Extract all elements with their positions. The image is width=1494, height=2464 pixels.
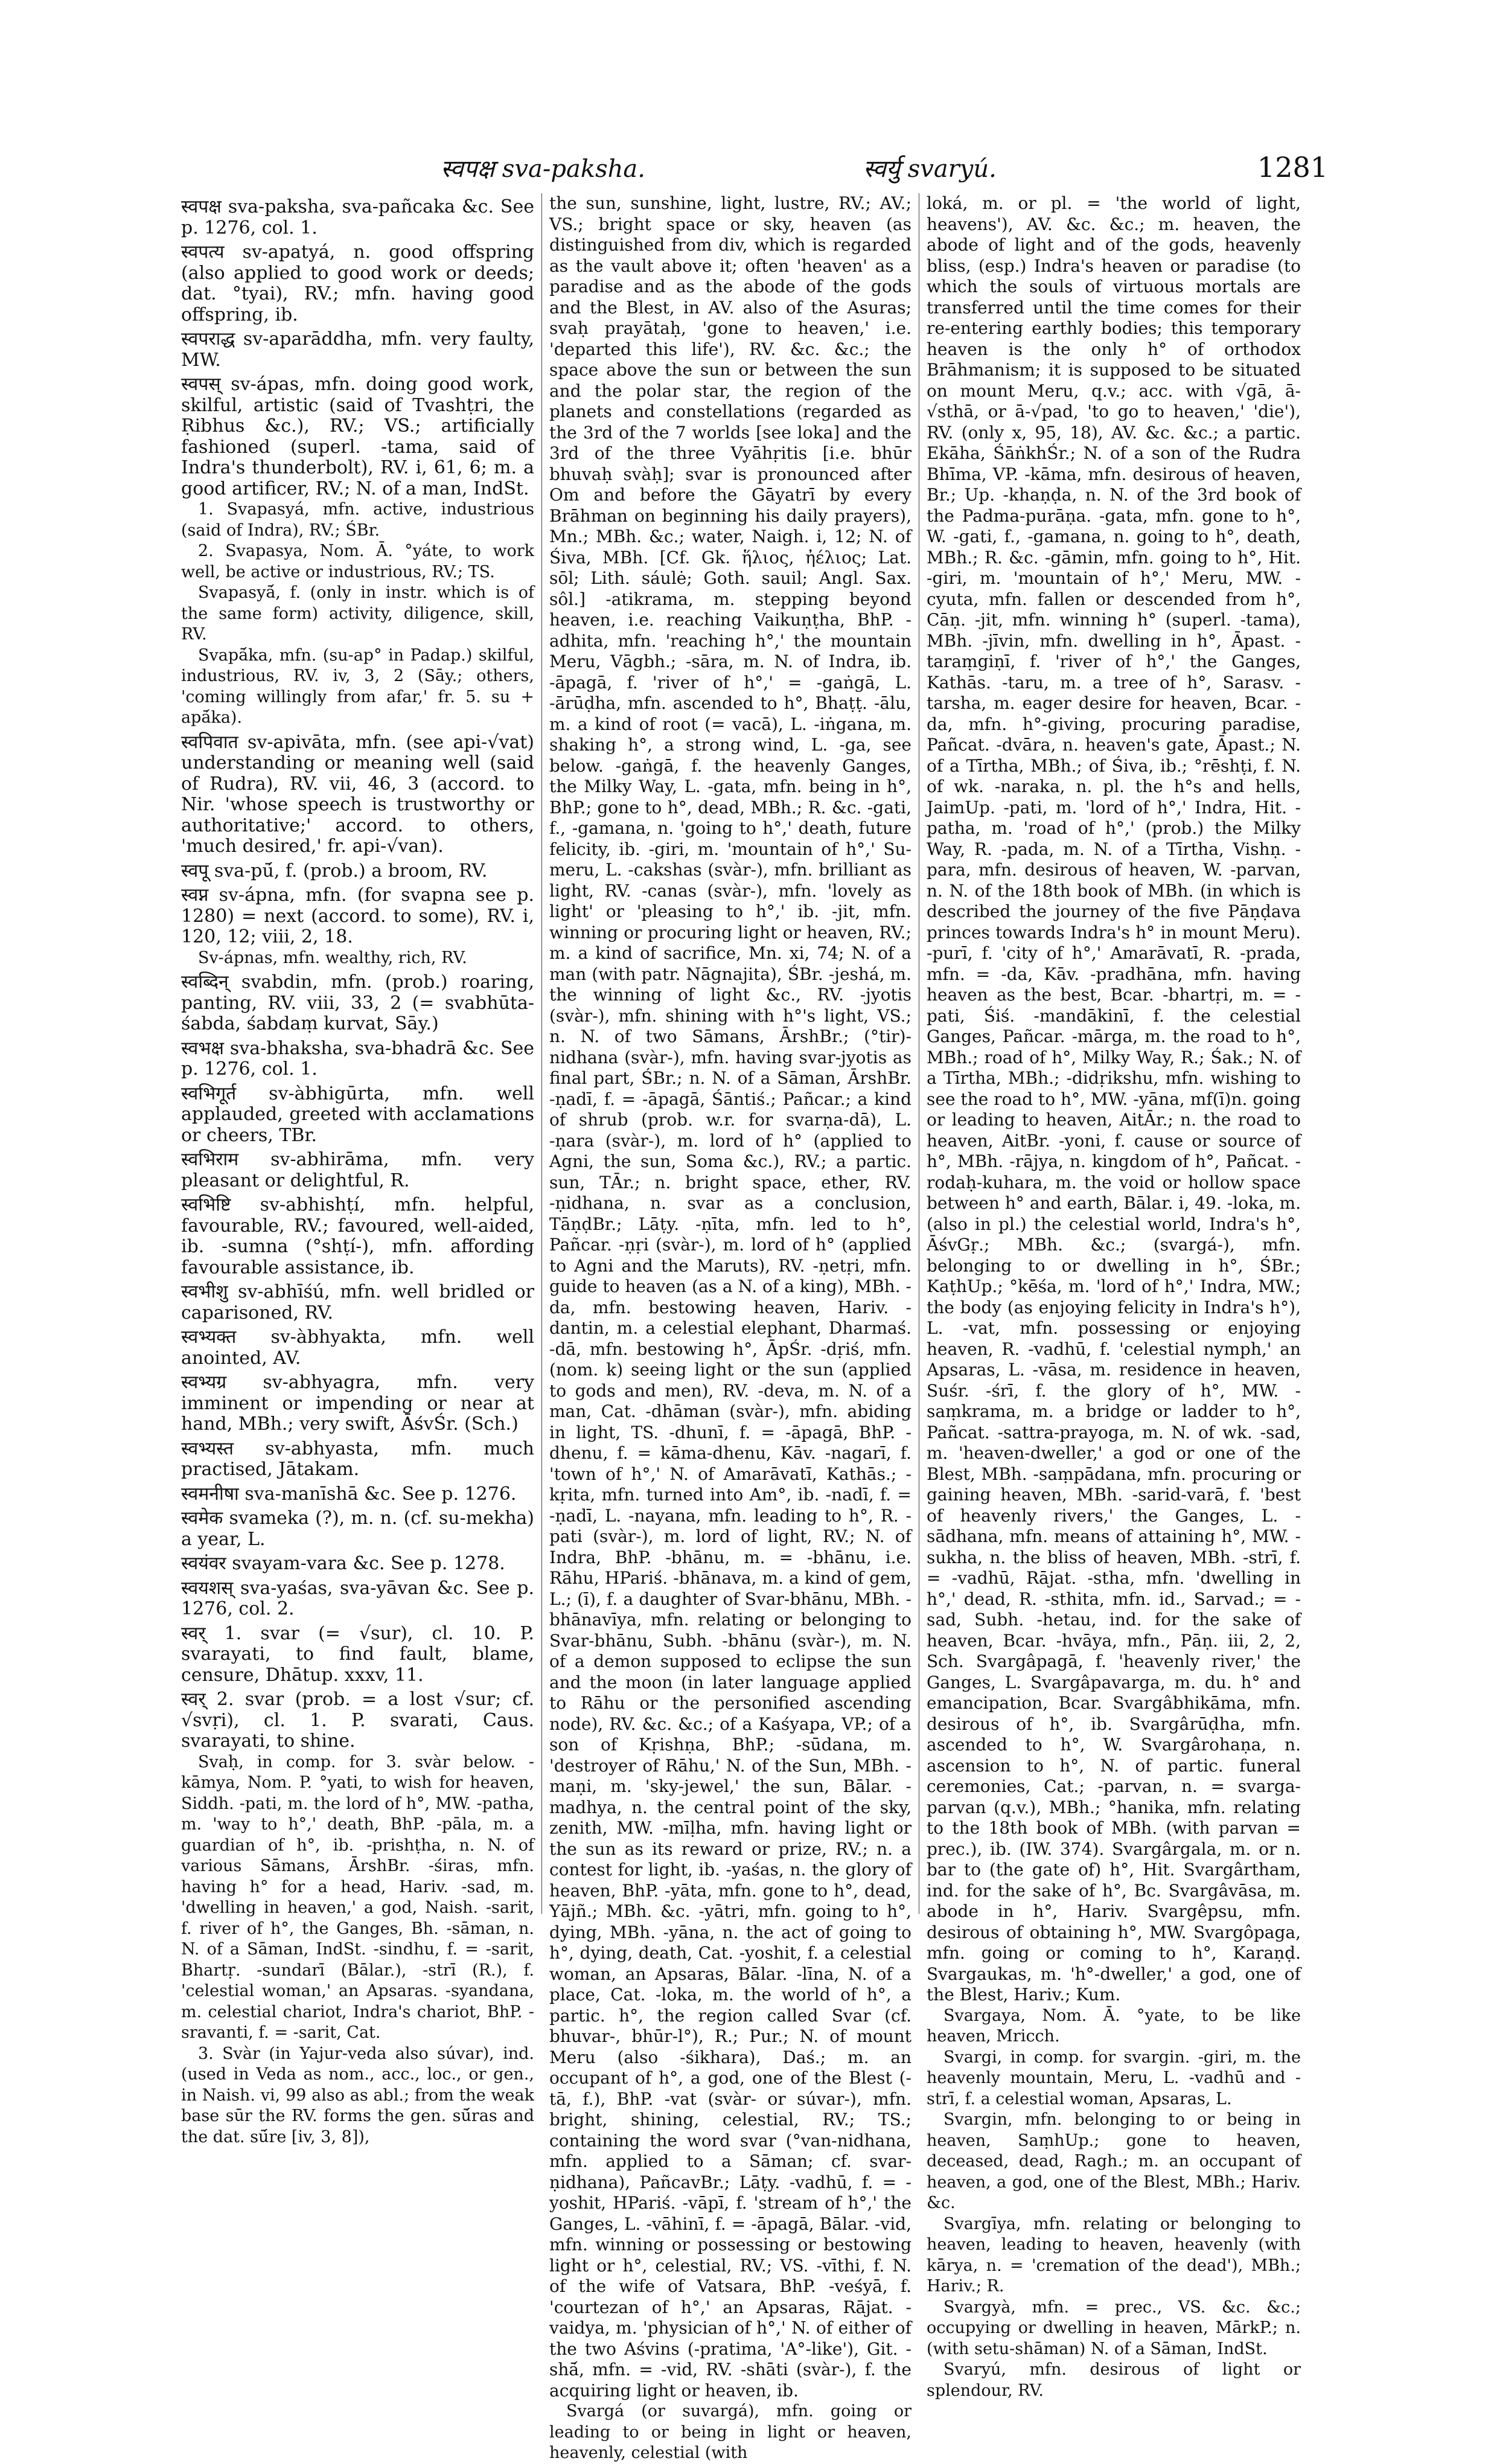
dictionary-entry: स्वभ्यक्त sv-àbhyakta, mfn. well anointed, AV. (181, 1326, 534, 1369)
dictionary-entry: स्वभिराम sv-abhirāma, mfn. very pleasant or delightful, R. (181, 1149, 534, 1191)
dictionary-entry: स्वभिगूर्त sv-àbhigūrta, mfn. well applauded, greeted with acclamations or cheers, TBr. (181, 1083, 534, 1146)
dictionary-entry: स्वभ्यग्र sv-abhyagra, mfn. very imminent or impending or near at hand, MBh.; very swift, ĀśvŚr. (Sch.) (181, 1372, 534, 1435)
dictionary-entry: स्वपत्य sv-apatyá, n. good offspring (also applied to good work or deeds; dat. °tyai), RV.; mfn. having good offspring, ib. (181, 242, 534, 325)
dictionary-entry: Svargīya, mfn. relating or belonging to heaven, leading to heaven, heavenly (with kārya, n. = 'cremation of the dead'), MBh.; Hariv.; R. (927, 2214, 1301, 2296)
dictionary-entry: स्वर् 1. svar (= √sur), cl. 10. P. svarayati, to find fault, blame, censure, Dhātup. xxxv, 11. (181, 1622, 534, 1686)
dictionary-entry: स्वयशस् sva-yaśas, sva-yāvan &c. See p. 1276, col. 2. (181, 1577, 534, 1619)
dictionary-entry: स्वयंवर svayam-vara &c. See p. 1278. (181, 1553, 505, 1574)
column-2 (549, 193, 911, 2464)
dictionary-entry: the sun, sunshine, light, lustre, RV.; AV.; VS.; bright space or sky, heaven (as distinguished from div, which is regarded as the vault above it; often 'heaven' as a paradise and as the abode of the gods and the Blest, in AV. also of the Asuras; svaḥ prayātaḥ, 'gone to heaven,' i.e. 'departed this life'), RV. &c. &c.; the space above the sun or between the sun and the polar star, the region of the planets and constellations (regarded as the 3rd of the 7 worlds [see loka] and the 3rd of the three Vyāhṛitis [i.e. bhūr bhuvaḥ svàḥ]; svar is pronounced after Om and before the Gāyatrī by every Brāhman on beginning his daily prayers), Mn.; MBh. &c.; water, Naigh. i, 12; N. of Śiva, MBh. [Cf. Gk. ἥλιος, ἠέλιος; Lat. sōl; Lith. sáulė; Goth. sauil; Angl. Sax. sôl.] -atikrama, m. stepping beyond heaven, i.e. reaching Vaikuṇṭha, BhP. -adhita, mfn. 'reaching h°,' the mountain Meru, Vāgbh.; -sāra, m. N. of Indra, ib. -āpagā, f. 'river of h°,' = -gaṅgā, L. -ārūḍha, mfn. ascended to h°, Bhaṭṭ. -ālu, m. a kind of root (= vacā), L. -iṅgana, m. shaking h°, a strong wind, L. -ga, see below. -gaṅgā, f. the heavenly Ganges, the Milky Way, L. -gata, mfn. being in h°, BhP.; gone to h°, dead, MBh.; R. &c. -gati, f., -gamana, n. 'going to h°,' death, future felicity, ib. -giri, m. 'mountain of h°,' Su-meru, L. -cakshas (svàr-), mfn. brilliant as light, RV. -canas (svàr-), mfn. 'lovely as light' or 'pleasing to h°,' ib. -jit, mfn. winning or procuring light or heaven, RV.; m. a kind of sacrifice, Mn. xi, 74; N. of a man (with patr. Nāgnajita), ŚBr. -jeshá, m. the winning of light &c., RV. -jyotis (svàr-), mfn. shining with h°'s light, VS.; n. N. of two Sāmans, ĀrshBr.; (°tir)-nidhana (svàr-), mfn. having svar-jyotis as final part, ŚBr.; n. N. of a Sāman, ĀrshBr. -ṇadī, f. = -āpagā, Śāntiś.; Pañcar.; a kind of shrub (prob. w.r. for svarṇa-dā), L. -ṇara (svàr-), m. lord of h° (applied to Agni, the sun, Soma &c.), RV.; a partic. sun, TĀr.; n. bright space, ether, RV. -ṇidhana, n. svar as a conclusion, TāṇḍBr.; Lāṭy. -ṇīta, mfn. led to h°, Pañcar. -ṇṛi (svàr-), m. lord of h° (applied to Agni and the Maruts), RV. -ṇetṛi, mfn. guide to heaven (as a N. of a king), MBh. -da, mfn. bestowing heaven, Hariv. -dantin, m. a celestial elephant, Dharmaś. -dā, mfn. bestowing h°, ĀpŚr. -dṛiś, mfn. (nom. k) seeing light or the sun (applied to gods and men), RV. -deva, m. N. of a man, Cat. -dhāman (svàr-), mfn. abiding in light, TS. -dhunī, f. = -āpagā, BhP. -dhenu, f. = kāma-dhenu, Kāv. -nagarī, f. 'town of h°,' N. of Amarāvatī, Kathās.; -kṛita, mfn. turned into Am°, ib. -nadī, f. = -ṇadī, L. -nayana, mfn. leading to h°, R. -pati (svàr-), m. lord of light, RV.; N. of Indra, BhP. -bhānu, m. = -bhānu, i.e. Rāhu, HPariś. -bhānava, m. a kind of gem, L.; (ī), f. a daughter of Svar-bhānu, MBh. -bhānavīya, mfn. relating or belonging to Svar-bhānu, Subh. -bhānu (svàr-), m. N. of a demon supposed to eclipse the sun and the moon (in later language applied to Rāhu or the personified ascending node), RV. &c. &c.; of a Kaśyapa, VP.; of a son of Kṛishṇa, BhP.; -sūdana, m. 'destroyer of Rāhu,' N. of the Sun, MBh. -maṇi, m. 'sky-jewel,' the sun, Bālar. -madhya, n. the central point of the sky, zenith, MW. -mīḷha, mfn. having light or the sun as its reward or prize, RV.; n. a contest for light, ib. -yaśas, n. the glory of heaven, BhP. -yāta, mfn. gone to h°, dead, Yājñ.; MBh. &c. -yātri, mfn. going to h°, dying, MBh. -yāna, n. the act of going to h°, dying, death, Cat. -yoshit, f. a celestial woman, an Apsaras, Bālar. -līna, N. of a place, Cat. -loka, m. the world of h°, a partic. h°, the region called Svar (cf. bhuvar-, bhūr-l°), R.; Pur.; N. of mount Meru (also -śikhara), Daś.; m. an occupant of h°, a god, one of the Blest (-tā, f.), BhP. -vat (svàr- or súvar-), mfn. bright, shining, celestial, RV.; TS.; containing the word svar (°van-nidhana, mfn. applied to a Sāman; cf. svar-ṇidhana), PañcavBr.; Lāṭy. -vadhū, f. = -yoshit, HPariś. -vāpī, f. 'stream of h°,' the Ganges, L. -vāhinī, f. = -āpagā, Bālar. -vid, mfn. winning or possessing or bestowing light or h°, celestial, RV.; VS. -vīthi, f. N. of the wife of Vatsara, BhP. -veśyā, f. 'courtezan of h°,' an Apsaras, Rājat. -vaidya, m. 'physician of h°,' N. of either of the two Aśvins (-pratima, 'A°-like'), Git. -shā́, mfn. = -vid, RV. -shāti (svàr-), f. the acquiring light or heaven, ib. (549, 193, 911, 2401)
dictionary-entry: Svaryú, mfn. desirous of light or splendour, RV. (927, 2360, 1301, 2400)
page-header (181, 151, 1328, 199)
dictionary-entry: स्वभ्यस्त sv-abhyasta, mfn. much practised, Jātakam. (181, 1438, 534, 1480)
dictionary-entry: स्वपक्ष sva-paksha, sva-pañcaka &c. See p. 1276, col. 1. (181, 196, 534, 238)
dictionary-entry: 3. Svàr (in Yajur-veda also súvar), ind. (used in Veda as nom., acc., loc., or gen., in Naish. vi, 99 also as abl.; from the weak base sūr the RV. forms the gen. sū́ras and the dat. sū́re [iv, 3, 8]), (181, 2044, 534, 2146)
dictionary-entry: Svargin, mfn. belonging to or being in heaven, SaṃhUp.; gone to heaven, deceased, dead, Ragh.; m. an occupant of heaven, a god, one of the Blest, MBh.; Hariv. &c. (927, 2110, 1301, 2212)
dictionary-entry: स्वपिवात sv-apivāta, mfn. (see api-√vat) understanding or meaning well (said of Rudra), RV. vii, 46, 3 (accord. to Nir. 'whose speech is trustworthy or authoritative;' accord. to others, 'much desired,' fr. api-√van). (181, 731, 534, 857)
dictionary-entry: स्वभक्ष sva-bhaksha, sva-bhadrā &c. See p. 1276, col. 1. (181, 1037, 534, 1080)
dictionary-entry: Svargi, in comp. for svargin. -giri, m. the heavenly mountain, Meru, L. -vadhū and -strī, f. a celestial woman, Apsaras, L. (927, 2047, 1301, 2108)
column-1 (181, 193, 534, 2148)
dictionary-entry: स्वपस् sv-ápas, mfn. doing good work, skilful, artistic (said of Tvashṭri, the Ṛibhus &c.), RV.; VS.; artificially fashioned (superl. -tama, said of Indra's thunderbolt), RV. i, 61, 6; m. a good artificer, RV.; N. of a man, IndSt. (181, 374, 534, 499)
column-divider (541, 193, 542, 1914)
page-number: 1281 (1257, 151, 1328, 184)
header-right-guideword: स्वर्यु svaryú. (863, 155, 997, 183)
dictionary-entry: स्वब्दिन् svabdin, mfn. (prob.) roaring, panting, RV. viii, 33, 2 (= svabhūta-śabda, śabdaṃ kurvat, Sāy.) (181, 971, 534, 1034)
dictionary-entry: स्वर् 2. svar (prob. = a lost √sur; cf. √svṛi), cl. 1. P. svarati, Caus. svarayati, to shine. (181, 1689, 534, 1752)
dictionary-entry: Svaḥ, in comp. for 3. svàr below. -kāmya, Nom. P. °yati, to wish for heaven, Siddh. -pati, m. the lord of h°, MW. -patha, m. 'way to h°,' death, BhP. -pāla, m. a guardian of h°, ib. -prishṭha, n. N. of various Sāmans, ĀrshBr. -śiras, mfn. having h° for a head, Hariv. -sad, m. 'dwelling in heaven,' a god, Naish. -sarit, f. river of h°, the Ganges, Bh. -sāman, n. N. of a Sāman, IndSt. -sindhu, f. = -sarit, Bhartṛ. -sundarī (Bālar.), -strī (R.), f. 'celestial woman,' an Apsaras. -syandana, m. celestial chariot, Indra's chariot, BhP. -sravanti, f. = -sarit, Cat. (181, 1752, 534, 2042)
dictionary-entry: स्वप्न sv-ápna, mfn. (for svapna see p. 1280) = next (accord. to some), RV. i, 120, 12; viii, 2, 18. (181, 885, 534, 947)
dictionary-entry: स्वमनीषा sva-manīshā &c. See p. 1276. (181, 1483, 517, 1505)
dictionary-entry: Svargaya, Nom. Ā. °yate, to be like heaven, Mricch. (927, 2006, 1301, 2046)
dictionary-entry: 2. Svapasya, Nom. Ā. °yáte, to work well, be active or industrious, RV.; TS. (181, 542, 534, 581)
dictionary-entry: Svargyà, mfn. = prec., VS. &c. &c.; occupying or dwelling in heaven, MārkP.; n. (with setu-shāman) N. of a Sāman, IndSt. (927, 2297, 1301, 2358)
dictionary-entry: Sv-ápnas, mfn. wealthy, rich, RV. (198, 948, 467, 967)
dictionary-entry: स्वपराद्ध sv-aparāddha, mfn. very faulty, MW. (181, 328, 534, 371)
dictionary-entry: Svargá (or suvargá), mfn. going or leading to or being in light or heaven, heavenly, celestial (with (549, 2402, 911, 2462)
dictionary-entry: स्वमेक svameka (?), m. n. (cf. su-mekha) a year, L. (181, 1508, 534, 1550)
dictionary-entry: 1. Svapasyá, mfn. active, industrious (said of Indra), RV.; ŚBr. (181, 500, 534, 540)
column-3 (927, 193, 1301, 2401)
dictionary-entry: स्वपू sva-pū́, f. (prob.) a broom, RV. (181, 860, 488, 882)
dictionary-entry: loká, m. or pl. = 'the world of light, heavens'), AV. &c. &c.; m. heaven, the abode of light and of the gods, heavenly bliss, (esp.) Indra's heaven or paradise (to which the souls of virtuous mortals are transferred until the time comes for their re-entering earthly bodies; this temporary heaven is the only h° of orthodox Brāhmanism; it is supposed to be situated on mount Meru, q.v.; acc. with √gā, ā-√sthā, or ā-√pad, 'to go to heaven,' 'die'), RV. (only x, 95, 18), AV. &c. &c.; a partic. Ekāha, ŚāṅkhŚr.; N. of a son of the Rudra Bhīma, VP. -kāma, mfn. desirous of heaven, Br.; Up. -khaṇḍa, n. N. of the 3rd book of the Padma-purāṇa. -gata, mfn. gone to h°, W. -gati, f., -gamana, n. going to h°, death, MBh.; R. &c. -gāmin, mfn. going to h°, Hit. -giri, m. 'mountain of h°,' Meru, MW. -cyuta, mfn. fallen or descended from h°, Cāṇ. -jit, mfn. winning h° (superl. -tama), MBh. -jīvin, mfn. dwelling in h°, Āpast. -taraṃgiṇī, f. 'river of h°,' the Ganges, Kathās. -taru, m. a tree of h°, Sarasv. -tarsha, m. eager desire for heaven, Bcar. -da, mfn. h°-giving, procuring paradise, Pañcat. -dvāra, n. heaven's gate, Āpast.; N. of a Tīrtha, MBh.; of Śiva, ib.; °rēshṭi, f. N. of wk. -naraka, n. pl. the h°s and hells, JaimUp. -pati, m. 'lord of h°,' Indra, Hit. -patha, m. 'road of h°,' (prob.) the Milky Way, R. -pada, m. N. of a Tīrtha, Vishṇ. -para, mfn. desirous of heaven, W. -parvan, n. N. of the 18th book of MBh. (in which is described the journey of the five Pāṇḍava princes towards Indra's h° in mount Meru). -purī, f. 'city of h°,' Amarāvatī, R. -prada, mfn. = -da, Kāv. -pradhāna, mfn. having heaven as the best, Bcar. -bhartṛi, m. = -pati, Śiś. -mandākinī, f. the celestial Ganges, Pañcar. -mārga, m. the road to h°, MBh.; road of h°, Milky Way, R.; Śak.; N. of a Tīrtha, MBh.; -didṛikshu, mfn. wishing to see the road to h°, MW. -yāna, mf(ī)n. going or leading to heaven, AitĀr.; n. the road to heaven, AitBr. -yoni, f. cause or source of h°, MBh. -rājya, n. kingdom of h°, Pañcat. -rodaḥ-kuhara, m. the void or hollow space between h° and earth, Bālar. i, 49. -loka, m. (also in pl.) the celestial world, Indra's h°, ĀśvGṛ.; MBh. &c.; (svargá-), mfn. belonging to or dwelling in h°, ŚBr.; KaṭhUp.; °kēśa, m. 'lord of h°,' Indra, MW.; the body (as enjoying felicity in Indra's h°), L. -vat, mfn. possessing or enjoying heaven, R. -vadhū, f. 'celestial nymph,' an Apsaras, L. -vāsa, m. residence in heaven, Suśr. -śrī, f. the glory of h°, MW. -saṃkrama, m. a bridge or ladder to h°, Pañcat. -sattra-prayoga, m. N. of wk. -sad, m. 'heaven-dweller,' a god or one of the Blest, MBh. -saṃpādana, mfn. procuring or gaining heaven, MBh. -sarid-varā, f. 'best of heavenly rivers,' the Ganges, L. -sādhana, mfn. means of attaining h°, MW. -sukha, n. the bliss of heaven, MBh. -strī, f. = -vadhū, Rājat. -stha, mfn. 'dwelling in h°,' dead, R. -sthita, mfn. id., Sarvad.; = -sad, Subh. -hetau, ind. for the sake of heaven, Bcar. -hvāya, mfn., Pāṇ. iii, 2, 2, Sch. Svargâpagā, f. 'heavenly river,' the Ganges, L. Svargâpavarga, m. du. h° and emancipation, Bcar. Svargâbhikāma, mfn. desirous of h°, ib. Svargârūḍha, mfn. ascended to h°, W. Svargârohaṇa, n. ascension to h°, N. of partic. funeral ceremonies, Cat.; -parvan, n. = svarga-parvan (q.v.), MBh.; °hanika, mfn. relating to the 18th book of MBh. (with parvan = prec.), ib. (IW. 374). Svargârgala, m. or n. bar to (the gate of) h°, Hit. Svargârtham, ind. for the sake of h°, Bc. Svargâvāsa, m. abode in h°, Hariv. Svargêpsu, mfn. desirous of obtaining h°, MW. Svargôpaga, mfn. going or coming to h°, Karaṇḍ. Svargaukas, m. 'h°-dweller,' a god, one of the Blest, Hariv.; Kum. (927, 193, 1301, 2005)
dictionary-entry: स्वभीशु sv-abhīśú, mfn. well bridled or caparisoned, RV. (181, 1281, 534, 1323)
dictionary-entry: Svapasyā́, f. (only in instr. which is of the same form) activity, diligence, skill, RV. (181, 583, 534, 644)
header-left-guideword: स्वपक्ष sva-paksha. (441, 155, 645, 183)
dictionary-entry: स्वभिष्टि sv-abhishṭí, mfn. helpful, favourable, RV.; favoured, well-aided, ib. -sumna (°shṭí-), mfn. affording favourable assistance, ib. (181, 1194, 534, 1278)
dictionary-entry: Svapā́ka, mfn. (su-ap° in Padap.) skilful, industrious, RV. iv, 3, 2 (Sāy.; others, 'coming willingly from afar,' fr. 5. su + apā́ka). (181, 645, 534, 727)
